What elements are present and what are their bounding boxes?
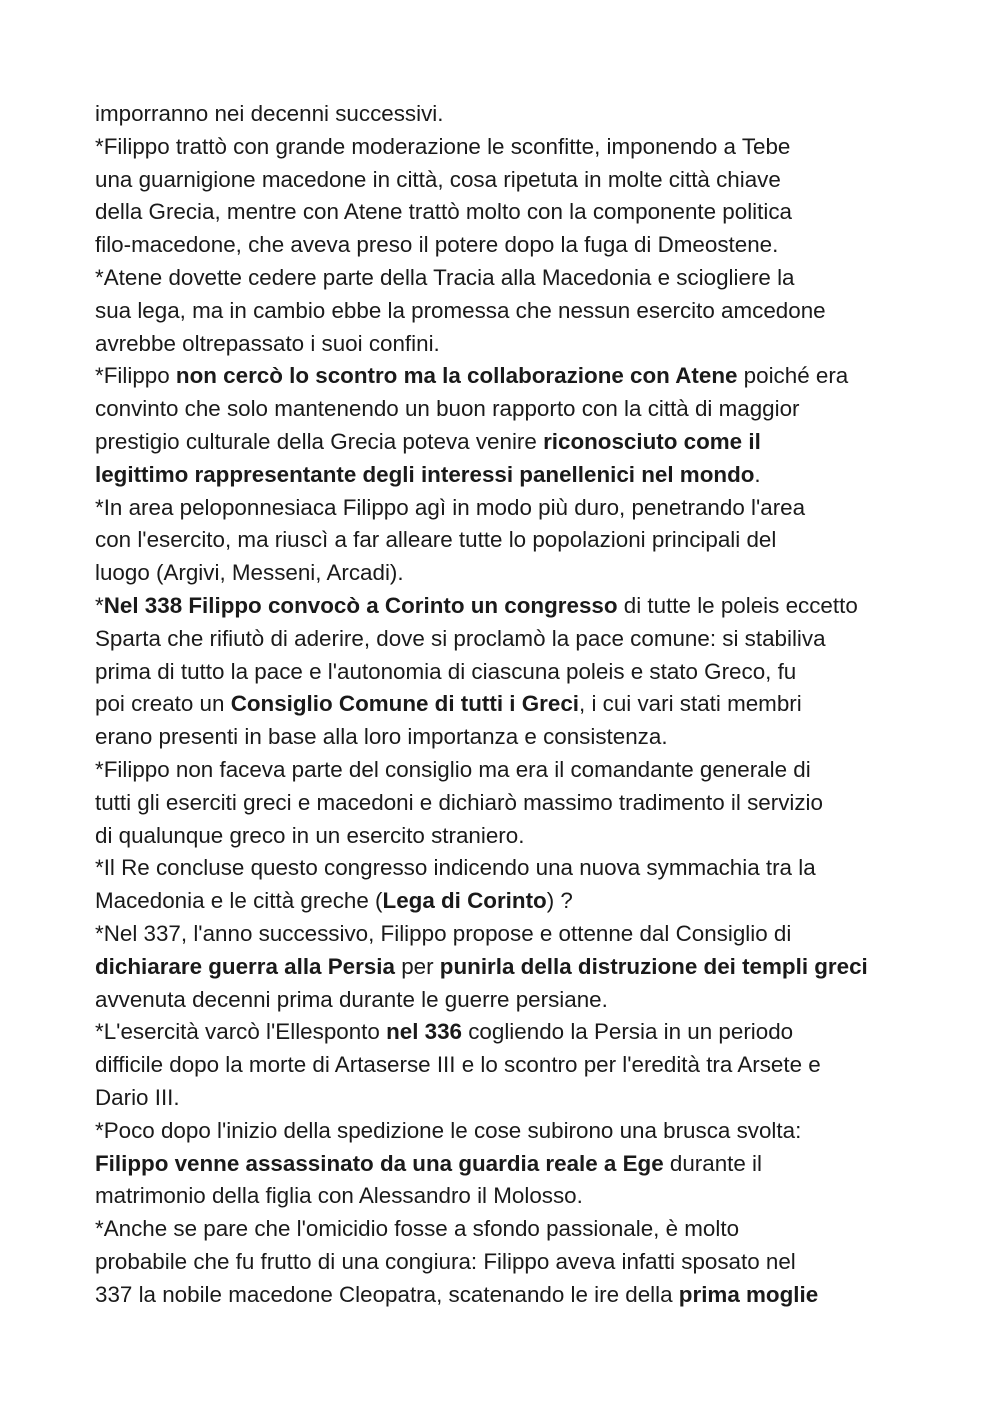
text-line: [95, 656, 945, 689]
text-line: [95, 688, 945, 721]
text-span: durante il: [663, 1150, 763, 1176]
text-line: [95, 426, 945, 459]
text-span: *Poco dopo l'inizio della spedizione le cose subirono una brusca svolta:: [95, 1117, 802, 1143]
text-span: una guarnigione macedone in città, cosa ripetuta in molte città chiave: [95, 166, 781, 192]
text-span: *Nel 337, l'anno successivo, Filippo propose e ottenne dal Consiglio di: [95, 920, 792, 946]
text-span: erano presenti in base alla loro importanza e consistenza.: [95, 724, 668, 750]
bold-text: legittimo rappresentante degli interessi panellenici nel mondo: [95, 461, 755, 487]
text-line: [95, 295, 945, 328]
text-line: [95, 754, 945, 787]
bold-text: dichiarare guerra alla Persia: [95, 953, 395, 979]
bold-text: Lega di Corinto: [382, 888, 547, 914]
bold-text: punirla della distruzione dei templi greci: [439, 953, 868, 979]
text-span: 337 la nobile macedone Cleopatra, scatenando le ire della: [95, 1281, 679, 1307]
text-line: [95, 623, 945, 656]
text-span: filo-macedone, che aveva preso il potere dopo la fuga di Dmeostene.: [95, 232, 779, 258]
document-page: [95, 98, 945, 1311]
text-span: *In area peloponnesiaca Filippo agì in modo più duro, penetrando l'area: [95, 494, 806, 520]
text-span: sua lega, ma in cambio ebbe la promessa che nessun esercito amcedone: [95, 297, 826, 323]
text-span: Macedonia e le città greche (: [95, 888, 383, 914]
text-span: *: [95, 592, 104, 618]
text-line: [95, 98, 945, 131]
bold-text: riconosciuto come il: [543, 428, 761, 454]
text-span: con l'esercito, ma riuscì a far alleare tutte lo popolazioni principali del: [95, 527, 777, 553]
bold-text: non cercò lo scontro ma la collaborazione con Atene: [175, 363, 738, 389]
text-line: [95, 492, 945, 525]
text-span: .: [754, 461, 761, 487]
text-line: [95, 918, 945, 951]
text-line: [95, 1279, 945, 1312]
text-line: [95, 984, 945, 1017]
text-line: [95, 393, 945, 426]
text-line: [95, 164, 945, 197]
text-line: [95, 1180, 945, 1213]
text-span: *Filippo trattò con grande moderazione le sconfitte, imponendo a Tebe: [95, 133, 791, 159]
text-line: [95, 262, 945, 295]
text-span: poi creato un: [95, 691, 231, 717]
text-span: *L'esercità varcò l'Ellesponto: [95, 1019, 387, 1045]
text-span: *Atene dovette cedere parte della Tracia alla Macedonia e sciogliere la: [95, 264, 795, 290]
text-span: ) ?: [546, 888, 573, 914]
text-line: [95, 360, 945, 393]
text-line: [95, 787, 945, 820]
text-span: *Filippo: [95, 363, 176, 389]
text-line: [95, 590, 945, 623]
text-span: probabile che fu frutto di una congiura: Filippo aveva infatti sposato nel: [95, 1248, 796, 1274]
text-line: [95, 820, 945, 853]
text-span: , i cui vari stati membri: [579, 691, 802, 717]
text-span: difficile dopo la morte di Artaserse III e lo scontro per l'eredità tra Arsete e: [95, 1052, 821, 1078]
text-line: [95, 885, 945, 918]
text-line: [95, 1049, 945, 1082]
text-line: [95, 524, 945, 557]
text-line: [95, 1016, 945, 1049]
text-span: poiché era: [737, 363, 849, 389]
text-span: imporranno nei decenni successivi.: [95, 101, 444, 126]
text-span: Dario III.: [95, 1084, 180, 1110]
bold-text: prima moglie: [678, 1281, 819, 1307]
text-span: cogliendo la Persia in un periodo: [462, 1019, 794, 1045]
text-span: *Anche se pare che l'omicidio fosse a sfondo passionale, è molto: [95, 1216, 740, 1242]
text-line: [95, 459, 945, 492]
text-line: [95, 196, 945, 229]
text-line: [95, 721, 945, 754]
text-span: avrebbe oltrepassato i suoi confini.: [95, 330, 440, 356]
text-line: [95, 131, 945, 164]
text-line: [95, 1213, 945, 1246]
text-line: [95, 1148, 945, 1181]
text-span: convinto che solo mantenendo un buon rapporto con la città di maggior: [95, 396, 800, 422]
bold-text: nel 336: [386, 1019, 463, 1045]
text-span: di tutte le poleis eccetto: [617, 592, 858, 618]
text-span: prestigio culturale della Grecia poteva venire: [95, 428, 544, 454]
bold-text: Filippo venne assassinato da una guardia reale a Ege: [95, 1150, 664, 1176]
text-span: luogo (Argivi, Messeni, Arcadi).: [95, 560, 404, 586]
text-span: tutti gli eserciti greci e macedoni e dichiarò massimo tradimento il servizio: [95, 789, 823, 815]
text-span: matrimonio della figlia con Alessandro il Molosso.: [95, 1183, 583, 1209]
bold-text: Nel 338 Filippo convocò a Corinto un congresso: [103, 592, 618, 618]
bold-text: Consiglio Comune di tutti i Greci: [230, 691, 579, 717]
text-line: [95, 951, 945, 984]
text-line: [95, 1246, 945, 1279]
text-line: [95, 557, 945, 590]
text-span: *Filippo non faceva parte del consiglio ma era il comandante generale di: [95, 756, 811, 782]
text-span: prima di tutto la pace e l'autonomia di ciascuna poleis e stato Greco, fu: [95, 658, 797, 684]
text-line: [95, 1082, 945, 1115]
text-line: [95, 328, 945, 361]
text-line: [95, 852, 945, 885]
text-line: [95, 229, 945, 262]
text-span: per: [394, 953, 440, 979]
text-span: di qualunque greco in un esercito straniero.: [95, 822, 525, 848]
text-line: [95, 1115, 945, 1148]
text-span: Sparta che rifiutò di aderire, dove si proclamò la pace comune: si stabiliva: [95, 625, 826, 651]
text-span: *Il Re concluse questo congresso indicendo una nuova symmachia tra la: [95, 855, 816, 881]
text-span: avvenuta decenni prima durante le guerre persiane.: [95, 986, 608, 1012]
text-span: della Grecia, mentre con Atene trattò molto con la componente politica: [95, 199, 792, 225]
